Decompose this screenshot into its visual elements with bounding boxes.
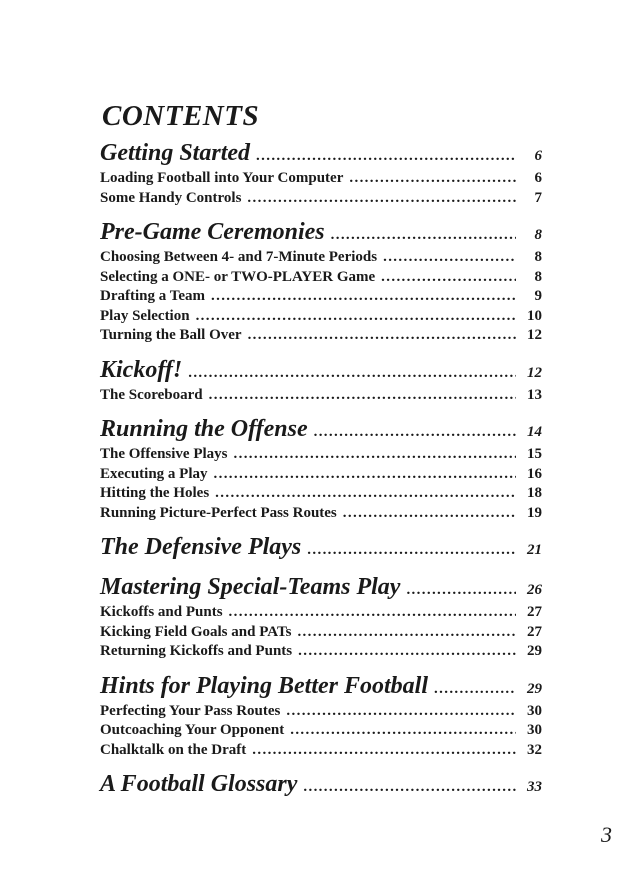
entry-page-number: 12 [527,327,542,343]
entry-title: Executing a Play [100,465,208,482]
section-title: The Defensive Plays [100,534,302,560]
entry-page-number: 7 [534,189,542,206]
section-title: A Football Glossary [100,771,298,797]
toc-entry[interactable] [100,742,542,762]
toc-section-heading[interactable] [100,140,542,170]
dot-leader [229,604,516,621]
dot-leader [247,190,516,207]
entry-title: The Offensive Plays [100,446,228,462]
dot-leader [290,722,516,739]
entry-title: Play Selection [100,307,190,324]
toc-entry[interactable] [100,190,542,210]
dot-leader [286,703,516,720]
toc-entry[interactable] [100,269,542,289]
entry-page-number: 10 [527,307,542,324]
entry-page-number: 30 [527,722,542,738]
entry-title: The Scoreboard [100,386,203,403]
page-title: CONTENTS [102,100,260,132]
entry-page-number: 6 [534,170,542,186]
entry-page-number: 8 [534,268,542,285]
entry-page-number: 9 [534,288,542,304]
dot-leader [256,148,516,165]
entry-title: Drafting a Team [100,288,205,304]
toc-entry[interactable] [100,485,542,505]
entry-title: Loading Football into Your Computer [100,170,344,186]
entry-title: Outcoaching Your Opponent [100,722,285,738]
dot-leader [383,249,516,266]
table-of-contents [100,140,542,811]
entry-page-number: 29 [527,643,542,659]
entry-page-number: 32 [527,741,542,758]
dot-leader [196,308,516,325]
section-title: Getting Started [100,140,251,166]
entry-title: Chalktalk on the Draft [100,741,247,758]
entry-page-number: 8 [534,249,542,265]
dot-leader [349,170,516,187]
toc-section-heading[interactable] [100,673,542,703]
entry-title: Some Handy Controls [100,189,242,206]
dot-leader [215,485,516,502]
entry-page-number: 27 [527,604,542,620]
toc-entry[interactable] [100,249,542,269]
dot-leader [297,624,516,641]
page-number: 3 [601,822,612,847]
toc-entry[interactable] [100,387,542,407]
entry-page-number: 19 [527,504,542,521]
toc-entry[interactable] [100,604,542,624]
toc-entry[interactable] [100,327,542,347]
entry-page-number: 27 [527,623,542,640]
dot-leader [331,227,516,244]
toc-entry[interactable] [100,643,542,663]
entry-title: Turning the Ball Over [100,327,242,343]
dot-leader [406,582,516,599]
entry-page-number: 15 [527,446,542,462]
entry-title: Perfecting Your Pass Routes [100,702,281,719]
dot-leader [343,505,516,522]
toc-section [100,219,542,347]
toc-entry[interactable] [100,308,542,328]
dot-leader [434,681,516,698]
toc-entry[interactable] [100,446,542,466]
entry-title: Running Picture-Perfect Pass Routes [100,504,337,521]
dot-leader [248,327,516,344]
entry-page-number: 13 [527,386,542,403]
section-page-number: 14 [527,424,542,440]
section-page-number: 33 [527,779,542,795]
dot-leader [234,446,517,463]
section-title: Pre-Game Ceremonies [100,219,325,245]
entry-title: Hitting the Holes [100,485,210,501]
dot-leader [303,779,516,796]
dot-leader [307,542,516,559]
toc-section [100,534,542,564]
entry-title: Choosing Between 4- and 7-Minute Periods [100,249,378,265]
toc-entry[interactable] [100,722,542,742]
section-page-number: 26 [527,582,542,598]
toc-section [100,140,542,209]
entry-title: Kicking Field Goals and PATs [100,623,292,640]
dot-leader [211,288,516,305]
entry-title: Returning Kickoffs and Punts [100,643,293,659]
entry-title: Kickoffs and Punts [100,604,223,620]
entry-page-number: 18 [527,485,542,501]
dot-leader [209,387,516,404]
section-page-number: 6 [534,148,542,164]
toc-section-heading[interactable] [100,534,542,564]
toc-section [100,673,542,762]
toc-section [100,357,542,407]
toc-entry[interactable] [100,505,542,525]
dot-leader [214,466,517,483]
dot-leader [188,365,516,382]
section-page-number: 21 [527,542,542,558]
toc-entry[interactable] [100,288,542,308]
dot-leader [298,643,516,660]
toc-entry[interactable] [100,466,542,486]
toc-entry[interactable] [100,703,542,723]
section-page-number: 12 [527,364,542,381]
section-title: Mastering Special-Teams Play [100,574,401,600]
toc-section-heading[interactable] [100,219,542,249]
toc-entry[interactable] [100,624,542,644]
entry-page-number: 16 [527,465,542,482]
toc-section [100,771,542,801]
dot-leader [252,742,516,759]
toc-entry[interactable] [100,170,542,190]
section-page-number: 8 [534,227,542,243]
toc-section-heading[interactable] [100,357,542,387]
section-title: Hints for Playing Better Football [100,672,429,699]
toc-section-heading[interactable] [100,574,542,604]
toc-section-heading[interactable] [100,771,542,801]
toc-section [100,416,542,524]
dot-leader [381,269,516,286]
section-title: Running the Offense [100,416,308,442]
section-title: Kickoff! [100,356,183,383]
dot-leader [314,424,516,441]
toc-section-heading[interactable] [100,416,542,446]
entry-page-number: 30 [527,702,542,719]
toc-section [100,574,542,663]
section-page-number: 29 [527,680,542,697]
entry-title: Selecting a ONE- or TWO-PLAYER Game [100,268,376,285]
